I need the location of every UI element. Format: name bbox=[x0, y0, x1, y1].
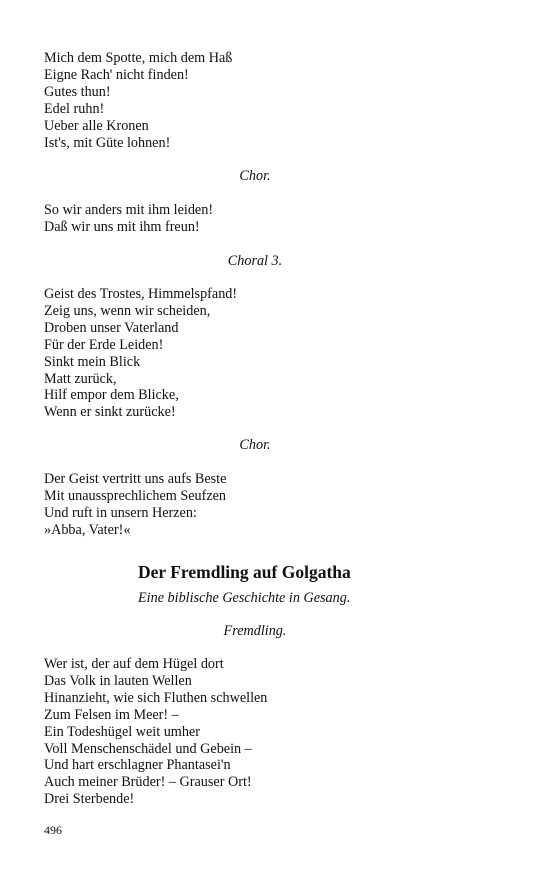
verse-line: Wenn er sinkt zurücke! bbox=[44, 404, 176, 421]
section-title: Der Fremdling auf Golgatha bbox=[138, 562, 351, 582]
verse-line: Gutes thun! bbox=[44, 83, 111, 100]
speaker-heading-chor: Chor. bbox=[239, 168, 271, 184]
verse-line: Zeig uns, wenn wir scheiden, bbox=[44, 302, 211, 319]
stanza-2 bbox=[44, 202, 484, 236]
verse-line: Hinanzieht, wie sich Fluthen schwellen bbox=[44, 689, 268, 706]
verse-line: Und ruft in unsern Herzen: bbox=[44, 504, 197, 521]
verse-line: Voll Menschenschädel und Gebein – bbox=[44, 740, 252, 757]
stanza-1 bbox=[44, 50, 484, 151]
verse-line: So wir anders mit ihm leiden! bbox=[44, 202, 214, 218]
verse-line: Ueber alle Kronen bbox=[44, 117, 149, 134]
verse-line: Das Volk in lauten Wellen bbox=[44, 672, 192, 689]
verse-line: Matt zurück, bbox=[44, 370, 117, 387]
verse-line: Droben unser Vaterland bbox=[44, 319, 179, 336]
verse-line: Edel ruhn! bbox=[44, 100, 105, 117]
page-number: 496 bbox=[44, 823, 62, 837]
speaker-heading-fremdling: Fremdling. bbox=[223, 623, 287, 639]
verse-line: Für der Erde Leiden! bbox=[44, 336, 164, 353]
verse-line: Und hart erschlagner Phantasei'n bbox=[44, 757, 231, 774]
verse-line: Eigne Rach' nicht finden! bbox=[44, 66, 189, 83]
verse-line: Ist's, mit Güte lohnen! bbox=[44, 134, 171, 151]
speaker-heading-chor: Chor. bbox=[239, 437, 271, 453]
verse-line: Hilf empor dem Blicke, bbox=[44, 387, 179, 404]
verse-line: Mich dem Spotte, mich dem Haß bbox=[44, 50, 233, 66]
verse-line: Ein Todeshügel weit umher bbox=[44, 723, 200, 740]
verse-line: Zum Felsen im Meer! – bbox=[44, 706, 179, 723]
verse-line: Mit unaussprechlichem Seufzen bbox=[44, 487, 227, 504]
verse-line: Auch meiner Brüder! – Grauser Ort! bbox=[44, 774, 252, 791]
verse-line: »Abba, Vater!« bbox=[44, 521, 131, 538]
verse-line: Daß wir uns mit ihm freun! bbox=[44, 218, 200, 235]
speaker-heading-choral: Choral 3. bbox=[227, 253, 283, 269]
section-subtitle: Eine biblische Geschichte in Gesang. bbox=[138, 590, 351, 606]
verse-line: Sinkt mein Blick bbox=[44, 353, 141, 370]
stanza-5 bbox=[44, 656, 484, 808]
stanza-4 bbox=[44, 471, 484, 539]
stanza-3 bbox=[44, 286, 484, 421]
verse-line: Geist des Trostes, Himmelspfand! bbox=[44, 286, 238, 302]
verse-line: Wer ist, der auf dem Hügel dort bbox=[44, 656, 224, 672]
verse-line: Der Geist vertritt uns aufs Beste bbox=[44, 471, 227, 487]
verse-line: Drei Sterbende! bbox=[44, 791, 135, 808]
